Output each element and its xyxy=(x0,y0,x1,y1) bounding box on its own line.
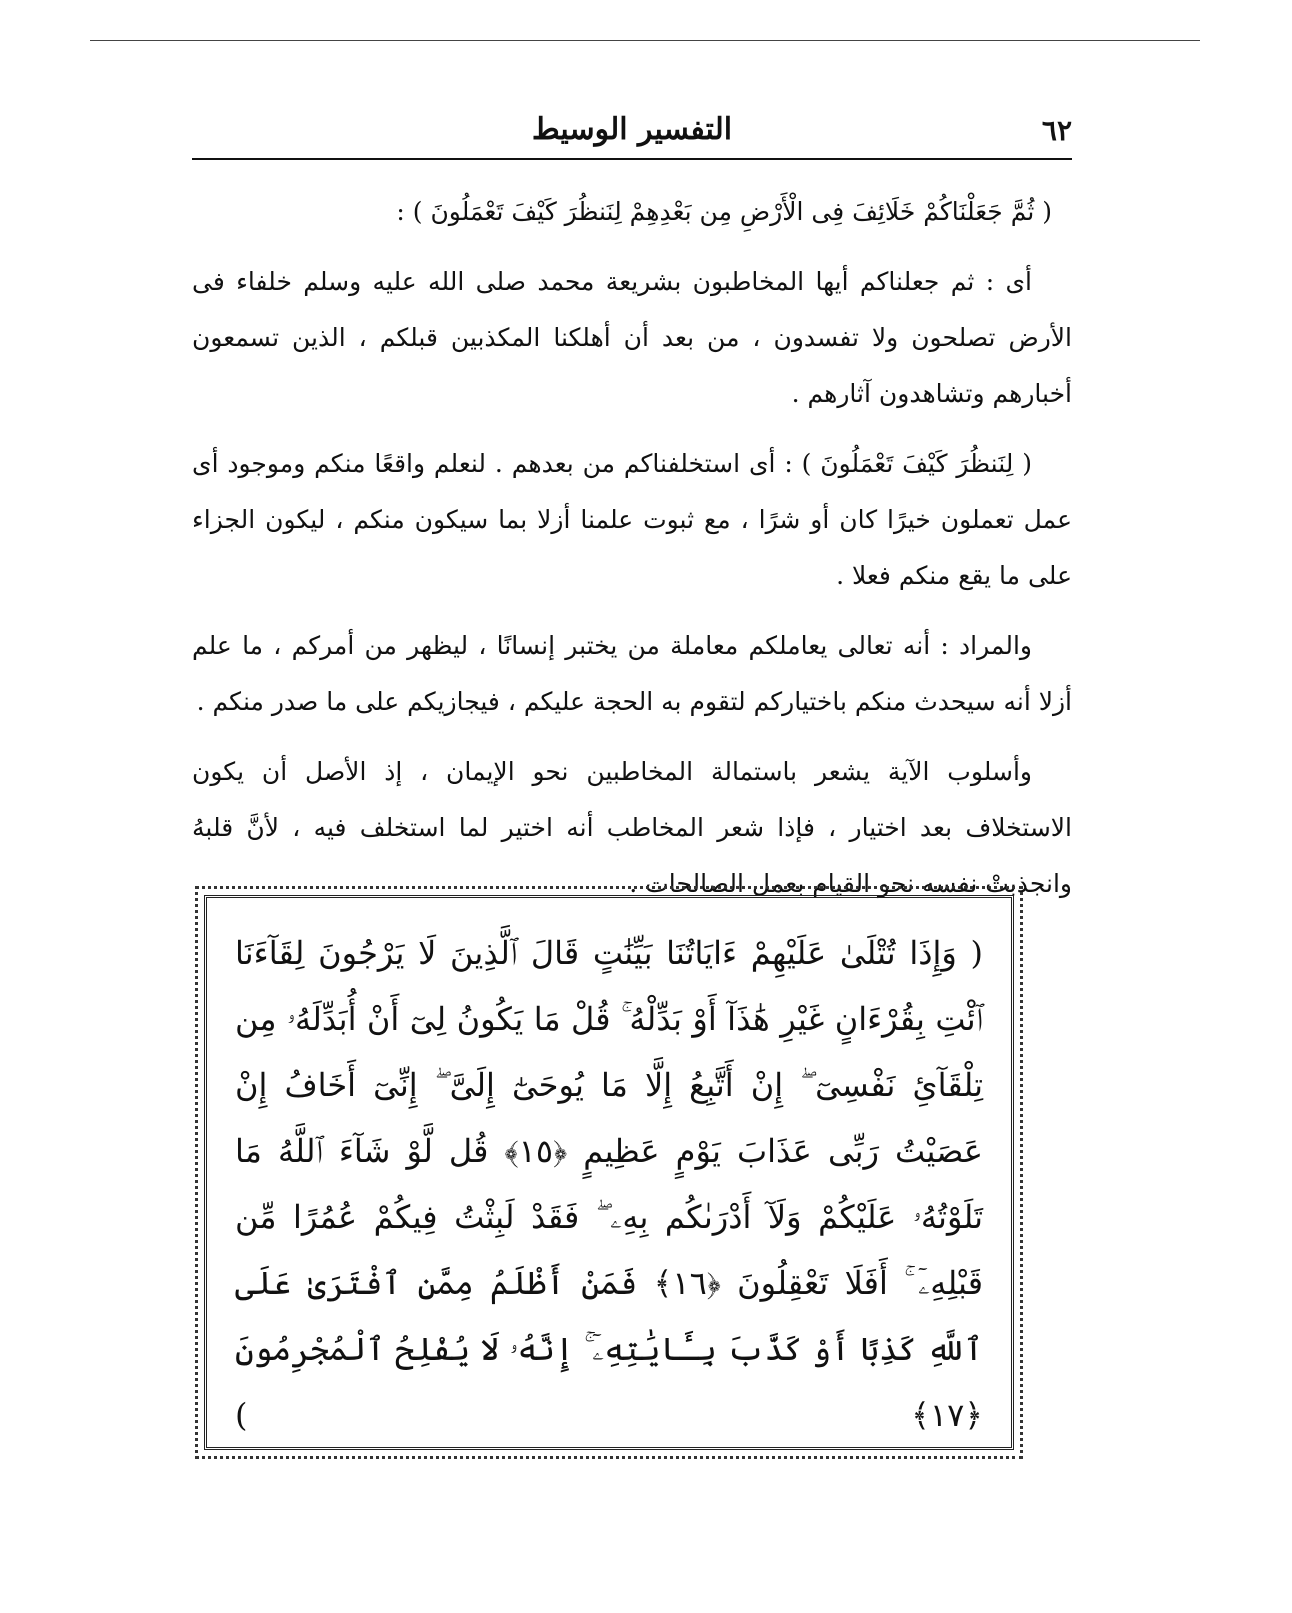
quran-verse-box xyxy=(204,895,1014,1450)
commentary-paragraph: أى : ثم جعلناكم أيها المخاطبون بشريعة محمد صلى الله عليه وسلم خلفاء فى الأرض تصلحون ولا تفسدون ، من بعد أن أهلكنا المكذبين قبلكم ، الذين تسمعون أخبارهم وتشاهدون آثارهم . xyxy=(192,267,1072,408)
top-rule xyxy=(90,40,1200,41)
quran-verse-text: ( وَإِذَا تُتْلَىٰ عَلَيْهِمْ ءَايَاتُنَا بَيِّنَٰتٍ قَالَ ٱلَّذِينَ لَا يَرْجُونَ لِقَآءَنَا ٱئْتِ بِقُرْءَانٍ غَيْرِ هَٰذَآ أَوْ بَدِّلْهُ ۚ قُلْ مَا يَكُونُ لِىٓ أَنْ أُبَدِّلَهُۥ مِن تِلْقَآئِ نَفْسِىٓ ۖ إِنْ أَتَّبِعُ إِلَّا مَا يُوحَىٰٓ إِلَىَّ ۖ إِنِّىٓ أَخَافُ إِنْ عَصَيْتُ رَبِّى عَذَابَ يَوْمٍ عَظِيمٍ ﴿١٥﴾ قُل لَّوْ شَآءَ ٱللَّهُ مَا تَلَوْتُهُۥ عَلَيْكُمْ وَلَآ أَدْرَىٰكُم بِهِۦ ۖ فَقَدْ لَبِثْتُ فِيكُمْ عُمُرًا مِّن قَبْلِهِۦٓ ۚ أَفَلَا تَعْقِلُونَ ﴿١٦﴾ فَمَنْ أَظْلَمُ مِمَّنِ ٱفْتَرَىٰ عَلَى ٱللَّهِ كَذِبًا أَوْ كَذَّبَ بِـَٔايَٰتِهِۦٓ ۚ إِنَّهُۥ لَا يُفْلِحُ ٱلْمُجْرِمُونَ ﴿١٧﴾ ) xyxy=(235,934,984,1434)
commentary-text xyxy=(192,184,1072,926)
commentary-paragraph: وأسلوب الآية يشعر باستمالة المخاطبين نحو الإيمان ، إذ الأصل أن يكون الاستخلاف بعد اختيار ، فإذا شعر المخاطب أنه اختير لما استخلف فيه ، لأنَّ قلبهُ وانجذبتْ نفسه نحو القيام بعمل الصالحات . xyxy=(192,757,1072,898)
commentary-paragraph: والمراد : أنه تعالى يعاملكم معاملة من يختبر إنسانًا ، ليظهر من أمركم ، ما علم أزلا أنه سيحدث منكم باختياركم لتقوم به الحجة عليكم ، فيجازيكم على ما صدر منكم . xyxy=(192,631,1072,716)
page-number: ٦٢ xyxy=(1041,114,1072,147)
running-title: التفسير الوسيط xyxy=(531,112,733,147)
verse-quote-heading: ( ثُمَّ جَعَلْنَاكُمْ خَلَائِفَ فِى الْأَرْضِ مِن بَعْدِهِمْ لِنَنظُرَ كَيْفَ تَعْمَلُونَ ) : xyxy=(396,197,1052,226)
page-header xyxy=(192,110,1072,154)
header-rule xyxy=(192,158,1072,160)
commentary-paragraph: ( لِنَنظُرَ كَيْفَ تَعْمَلُونَ ) : أى استخلفناكم من بعدهم . لنعلم واقعًا منكم وموجود أى عمل تعملون خيرًا كان أو شرًا ، مع ثبوت علمنا أزلا بما سيكون منكم ، ليكون الجزاء على ما يقع منكم فعلا . xyxy=(192,449,1072,590)
